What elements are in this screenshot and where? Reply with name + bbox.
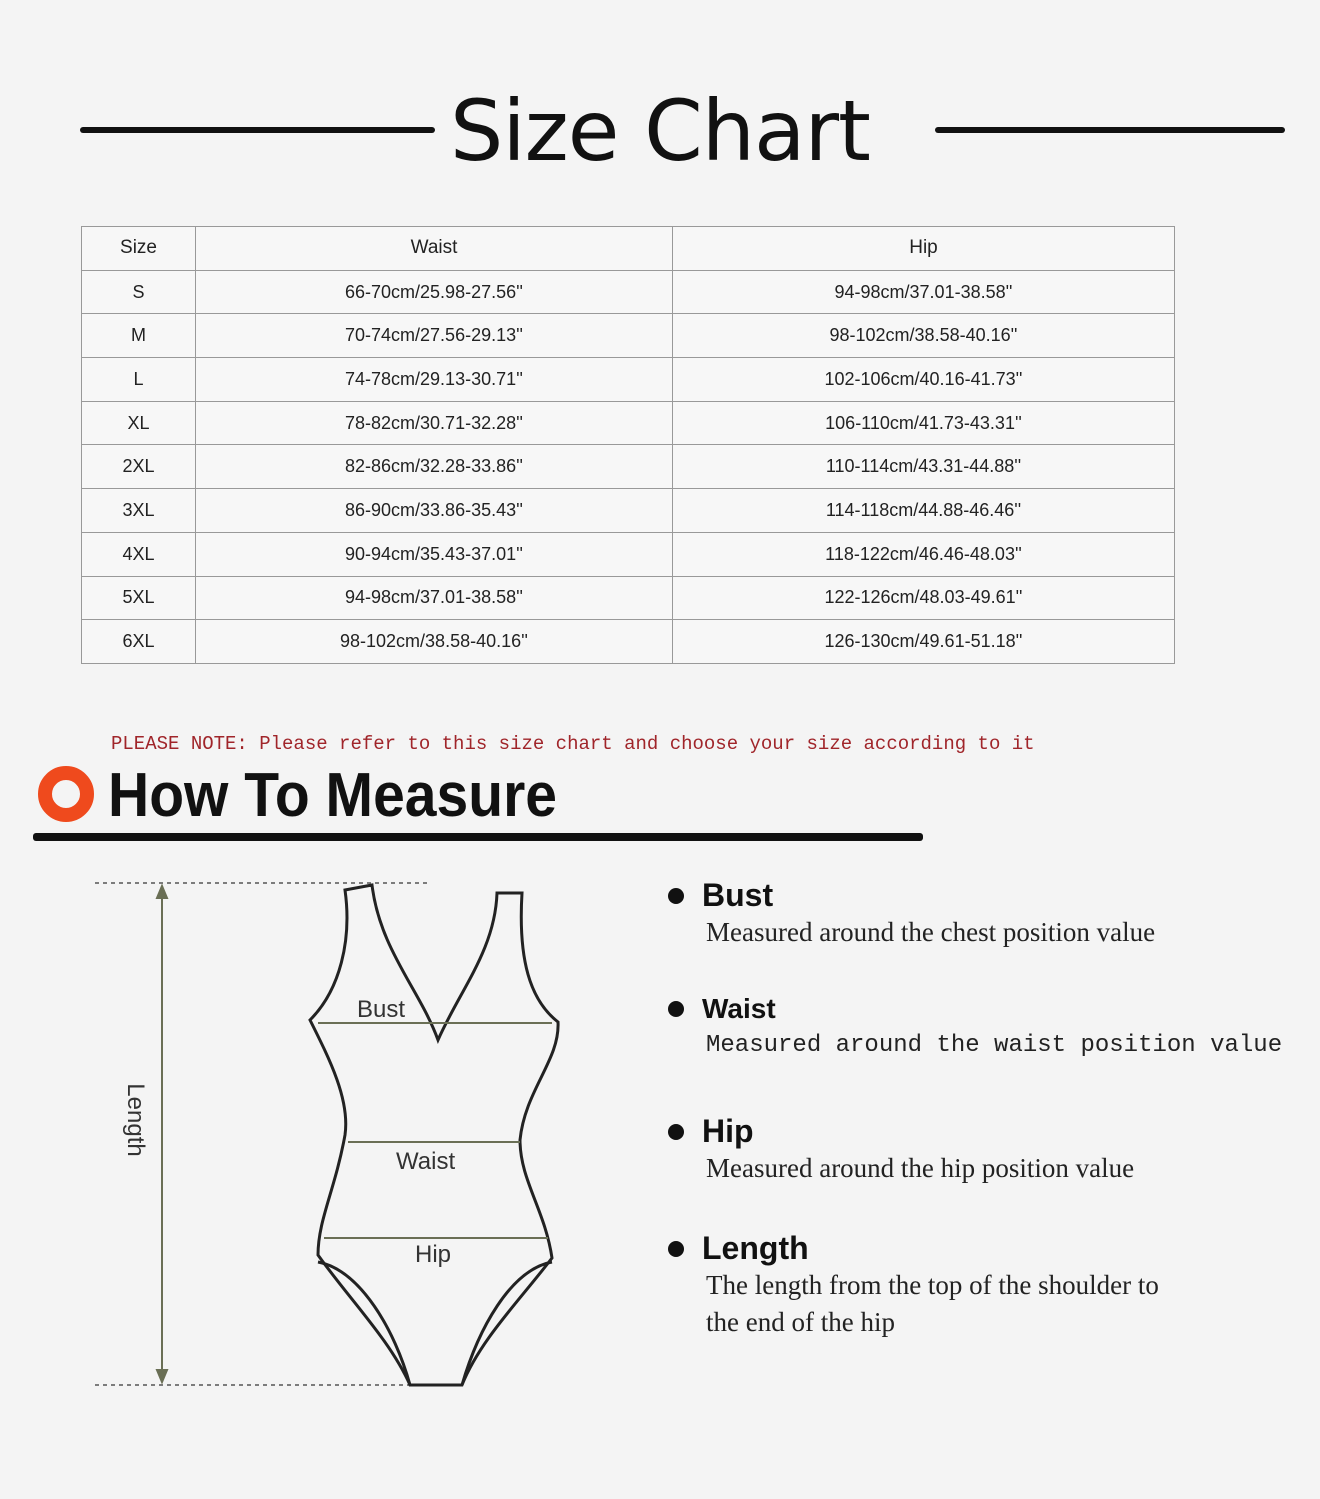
length-label: Length — [122, 1083, 149, 1157]
how-to-measure-heading: How To Measure — [108, 761, 558, 830]
measure-desc: Measured around the chest position value — [706, 917, 1156, 947]
length-arrow — [157, 886, 167, 1382]
cell-size: 5XL — [82, 576, 196, 620]
cell-size: 6XL — [82, 620, 196, 664]
cell-waist: 82-86cm/32.28-33.86'' — [196, 445, 673, 489]
cell-waist: 66-70cm/25.98-27.56'' — [196, 270, 673, 314]
cell-hip: 118-122cm/46.46-48.03'' — [673, 532, 1175, 576]
cell-size: 2XL — [82, 445, 196, 489]
bullet-icon — [668, 1124, 684, 1140]
bullet-icon — [668, 1001, 684, 1017]
measure-hip — [668, 1113, 1134, 1187]
cell-size: 3XL — [82, 489, 196, 533]
measure-length — [668, 1230, 1159, 1341]
cell-size: XL — [82, 401, 196, 445]
cell-hip: 126-130cm/49.61-51.18'' — [673, 620, 1175, 664]
page-title: Size Chart — [450, 82, 870, 180]
measure-waist — [668, 993, 1282, 1064]
cell-hip: 98-102cm/38.58-40.16'' — [673, 314, 1175, 358]
cell-waist: 90-94cm/35.43-37.01'' — [196, 532, 673, 576]
hip-label: Hip — [415, 1241, 452, 1268]
cell-hip: 106-110cm/41.73-43.31'' — [673, 401, 1175, 445]
cell-hip: 102-106cm/40.16-41.73'' — [673, 358, 1175, 402]
cell-waist: 78-82cm/30.71-32.28'' — [196, 401, 673, 445]
measure-desc: Measured around the hip position value — [706, 1153, 1135, 1183]
header-waist: Waist — [196, 227, 673, 271]
cell-size: M — [82, 314, 196, 358]
cell-hip: 94-98cm/37.01-38.58'' — [673, 270, 1175, 314]
cell-hip: 122-126cm/48.03-49.61'' — [673, 576, 1175, 620]
swimsuit-outline — [310, 885, 558, 1385]
waist-label: Waist — [396, 1148, 456, 1175]
bullet-icon — [668, 1241, 684, 1257]
cell-size: L — [82, 358, 196, 402]
bullet-icon — [668, 888, 684, 904]
header-size: Size — [82, 227, 196, 271]
measure-name: Length — [702, 1230, 809, 1266]
measure-name: Waist — [702, 993, 776, 1024]
measure-desc-cont: the end of the hip — [706, 1307, 895, 1337]
cell-waist: 94-98cm/37.01-38.58'' — [196, 576, 673, 620]
measure-bust — [668, 877, 1155, 951]
cell-waist: 70-74cm/27.56-29.13'' — [196, 314, 673, 358]
cell-hip: 114-118cm/44.88-46.46'' — [673, 489, 1175, 533]
cell-waist: 74-78cm/29.13-30.71'' — [196, 358, 673, 402]
cell-waist: 98-102cm/38.58-40.16'' — [196, 620, 673, 664]
measure-desc: Measured around the waist position value — [706, 1032, 1283, 1059]
bust-label: Bust — [357, 996, 406, 1023]
cell-waist: 86-90cm/33.86-35.43'' — [196, 489, 673, 533]
cell-size: S — [82, 270, 196, 314]
measure-desc: The length from the top of the shoulder to — [706, 1270, 1159, 1300]
measure-name: Bust — [702, 877, 774, 913]
cell-size: 4XL — [82, 532, 196, 576]
please-note: PLEASE NOTE: Please refer to this size chart and choose your size according to it — [111, 733, 1035, 755]
cell-hip: 110-114cm/43.31-44.88'' — [673, 445, 1175, 489]
header-hip: Hip — [673, 227, 1175, 271]
measure-name: Hip — [702, 1113, 754, 1149]
